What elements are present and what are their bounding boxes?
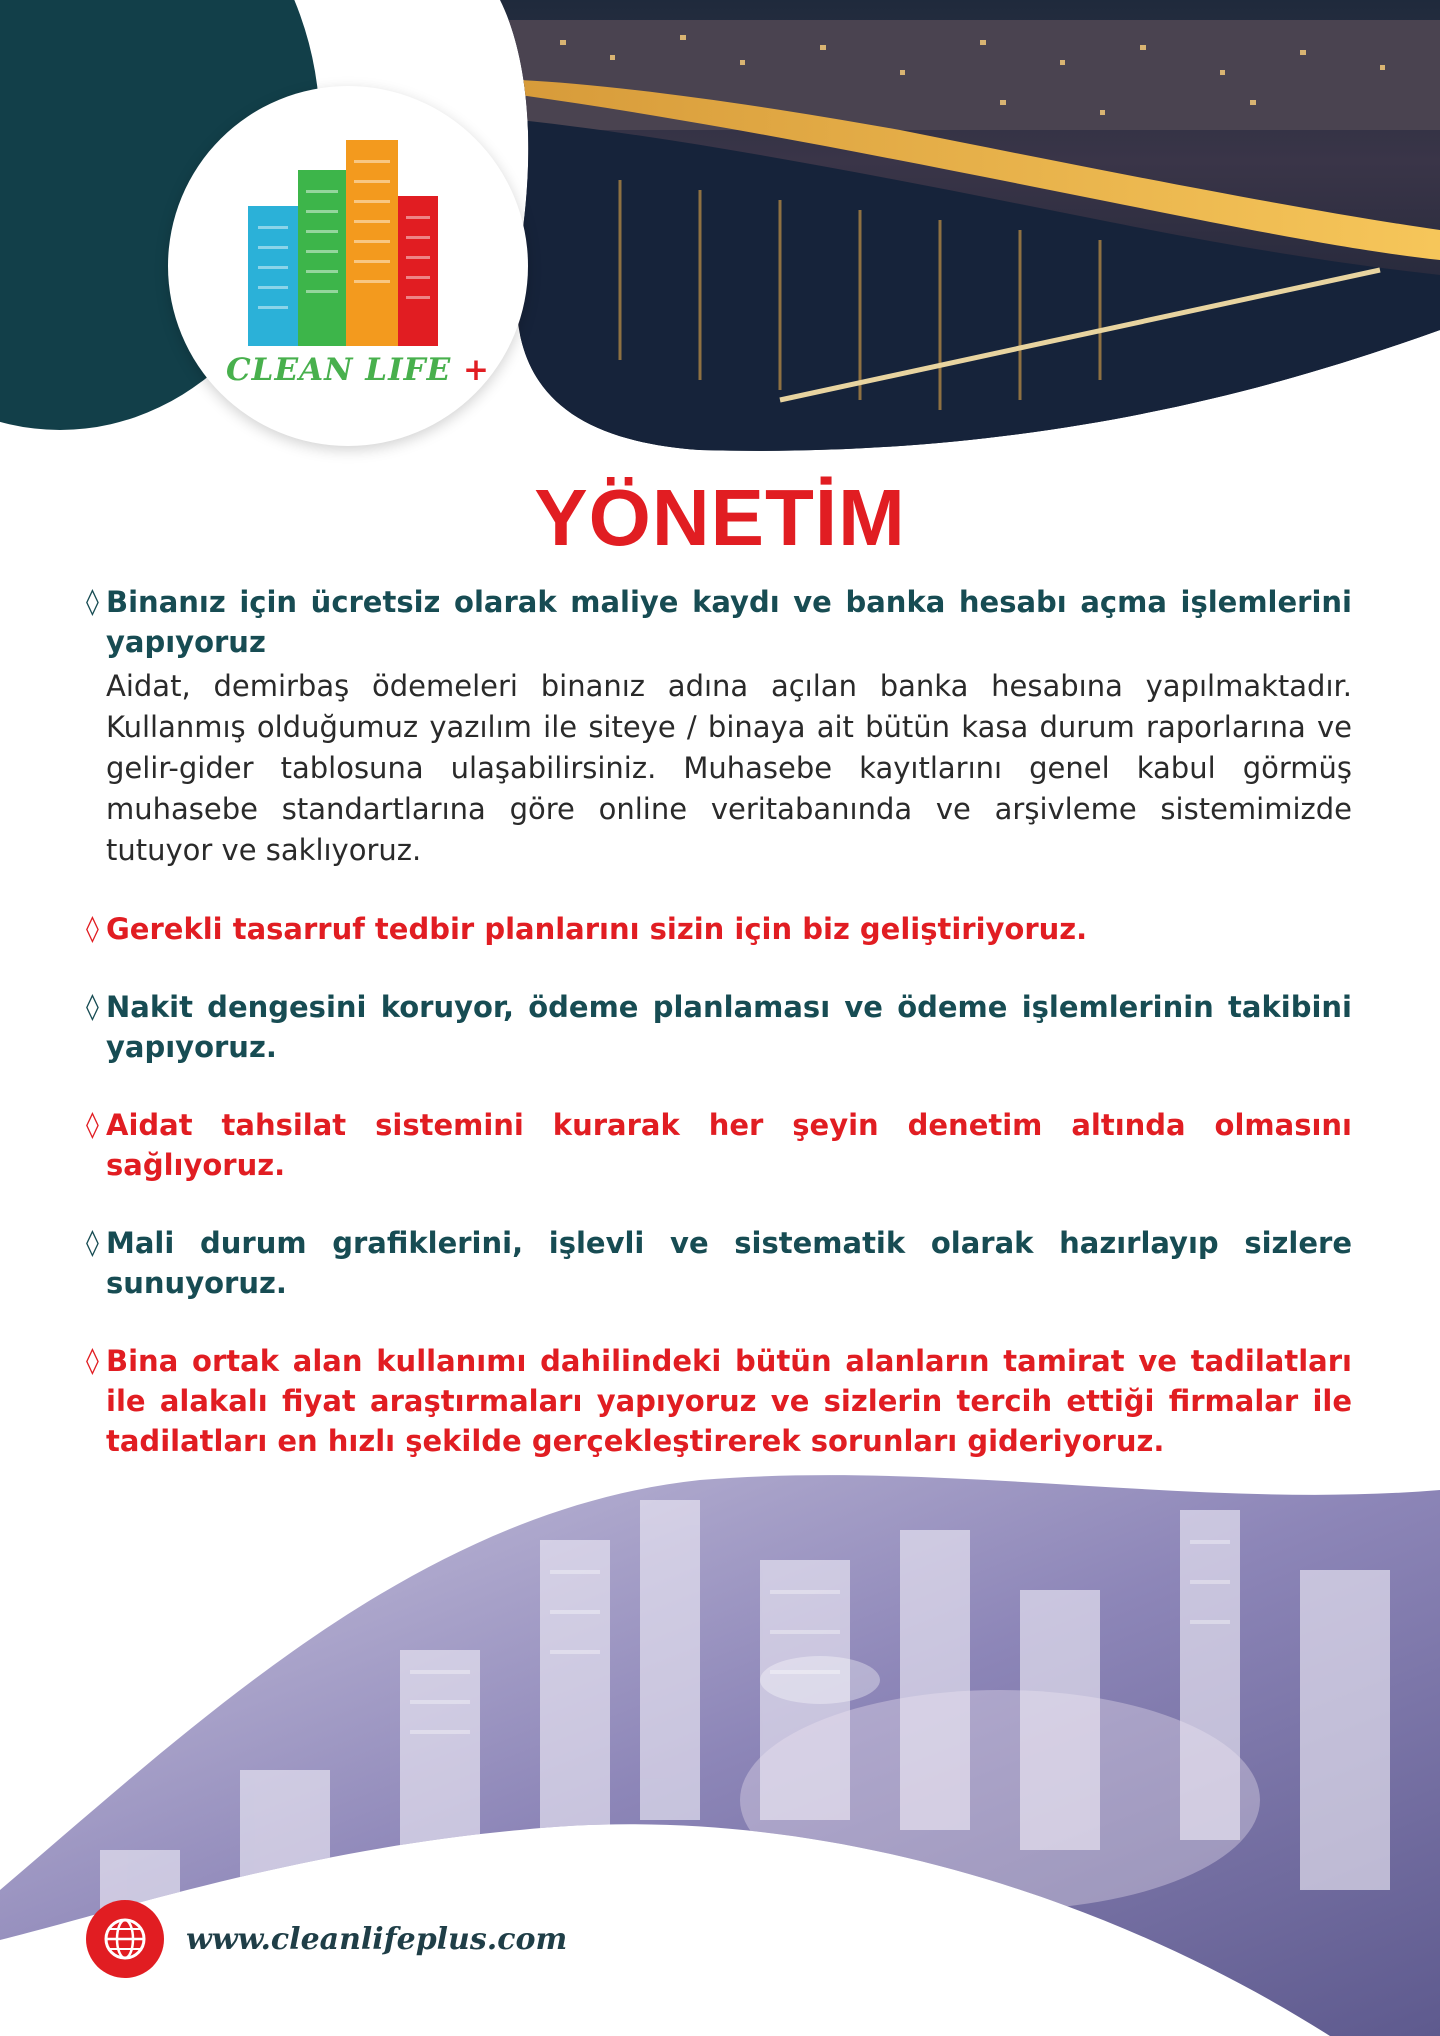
- service-heading: Nakit dengesini koruyor, ödeme planlaması ve ödeme işlemlerinin takibini yapıyoruz.: [106, 990, 1352, 1064]
- service-description: Aidat, demirbaş ödemeleri binanız adına açılan banka hesabına yapılmaktadır. Kullanmış olduğumuz yazılım ile siteye / binaya ait bütün kasa durum raporlarına ve gelir-gider tablosuna ulaşabilirsiniz. Muhasebe kayıtlarını genel kabul görmüş muhasebe standartlarına göre online veritabanında ve arşivleme sistemimizde tutuyor ve saklıyoruz.: [106, 669, 1352, 867]
- logo-plus: +: [463, 352, 490, 388]
- globe-glyph-icon: [102, 1916, 148, 1962]
- website-link[interactable]: www.cleanlifeplus.com: [186, 1921, 568, 1957]
- diamond-bullet-icon: ◊: [86, 1228, 99, 1258]
- service-heading: Gerekli tasarruf tedbir planlarını sizin için biz geliştiriyoruz.: [106, 912, 1088, 946]
- service-heading: Bina ortak alan kullanımı dahilindeki bütün alanların tamirat ve tadilatları ile alakalı fiyat araştırmaları yapıyoruz ve sizlerin tercih ettiği firmalar ile tadilatları en hızlı şekilde gerçekleştirerek sorunları gideriyoruz.: [106, 1344, 1352, 1458]
- service-item: [86, 987, 1352, 1067]
- service-heading: Aidat tahsilat sistemini kurarak her şeyin denetim altında olmasını sağlıyoruz.: [106, 1108, 1352, 1182]
- diamond-bullet-icon: ◊: [86, 992, 99, 1022]
- buildings-logo-icon: [168, 86, 528, 446]
- diamond-bullet-icon: ◊: [86, 587, 99, 617]
- service-item: [86, 1105, 1352, 1185]
- service-item: [86, 1223, 1352, 1303]
- service-item: [86, 582, 1352, 871]
- diamond-bullet-icon: ◊: [86, 914, 99, 944]
- services-list: [86, 582, 1352, 1499]
- service-heading: Binanız için ücretsiz olarak maliye kaydı ve banka hesabı açma işlemlerini yapıyoruz: [106, 585, 1352, 659]
- diamond-bullet-icon: ◊: [86, 1110, 99, 1140]
- service-heading: Mali durum grafiklerini, işlevli ve sistematik olarak hazırlayıp sizlere sunuyoruz.: [106, 1226, 1352, 1300]
- page-title: YÖNETİM: [534, 473, 906, 562]
- diamond-bullet-icon: ◊: [86, 1346, 99, 1376]
- logo-badge: [168, 86, 528, 446]
- service-item: [86, 1341, 1352, 1461]
- footer: [86, 1900, 567, 1978]
- service-item: [86, 909, 1352, 949]
- globe-icon: [86, 1900, 164, 1978]
- logo-name: CLEAN LIFE: [226, 352, 452, 388]
- logo-wordmark: [226, 352, 490, 388]
